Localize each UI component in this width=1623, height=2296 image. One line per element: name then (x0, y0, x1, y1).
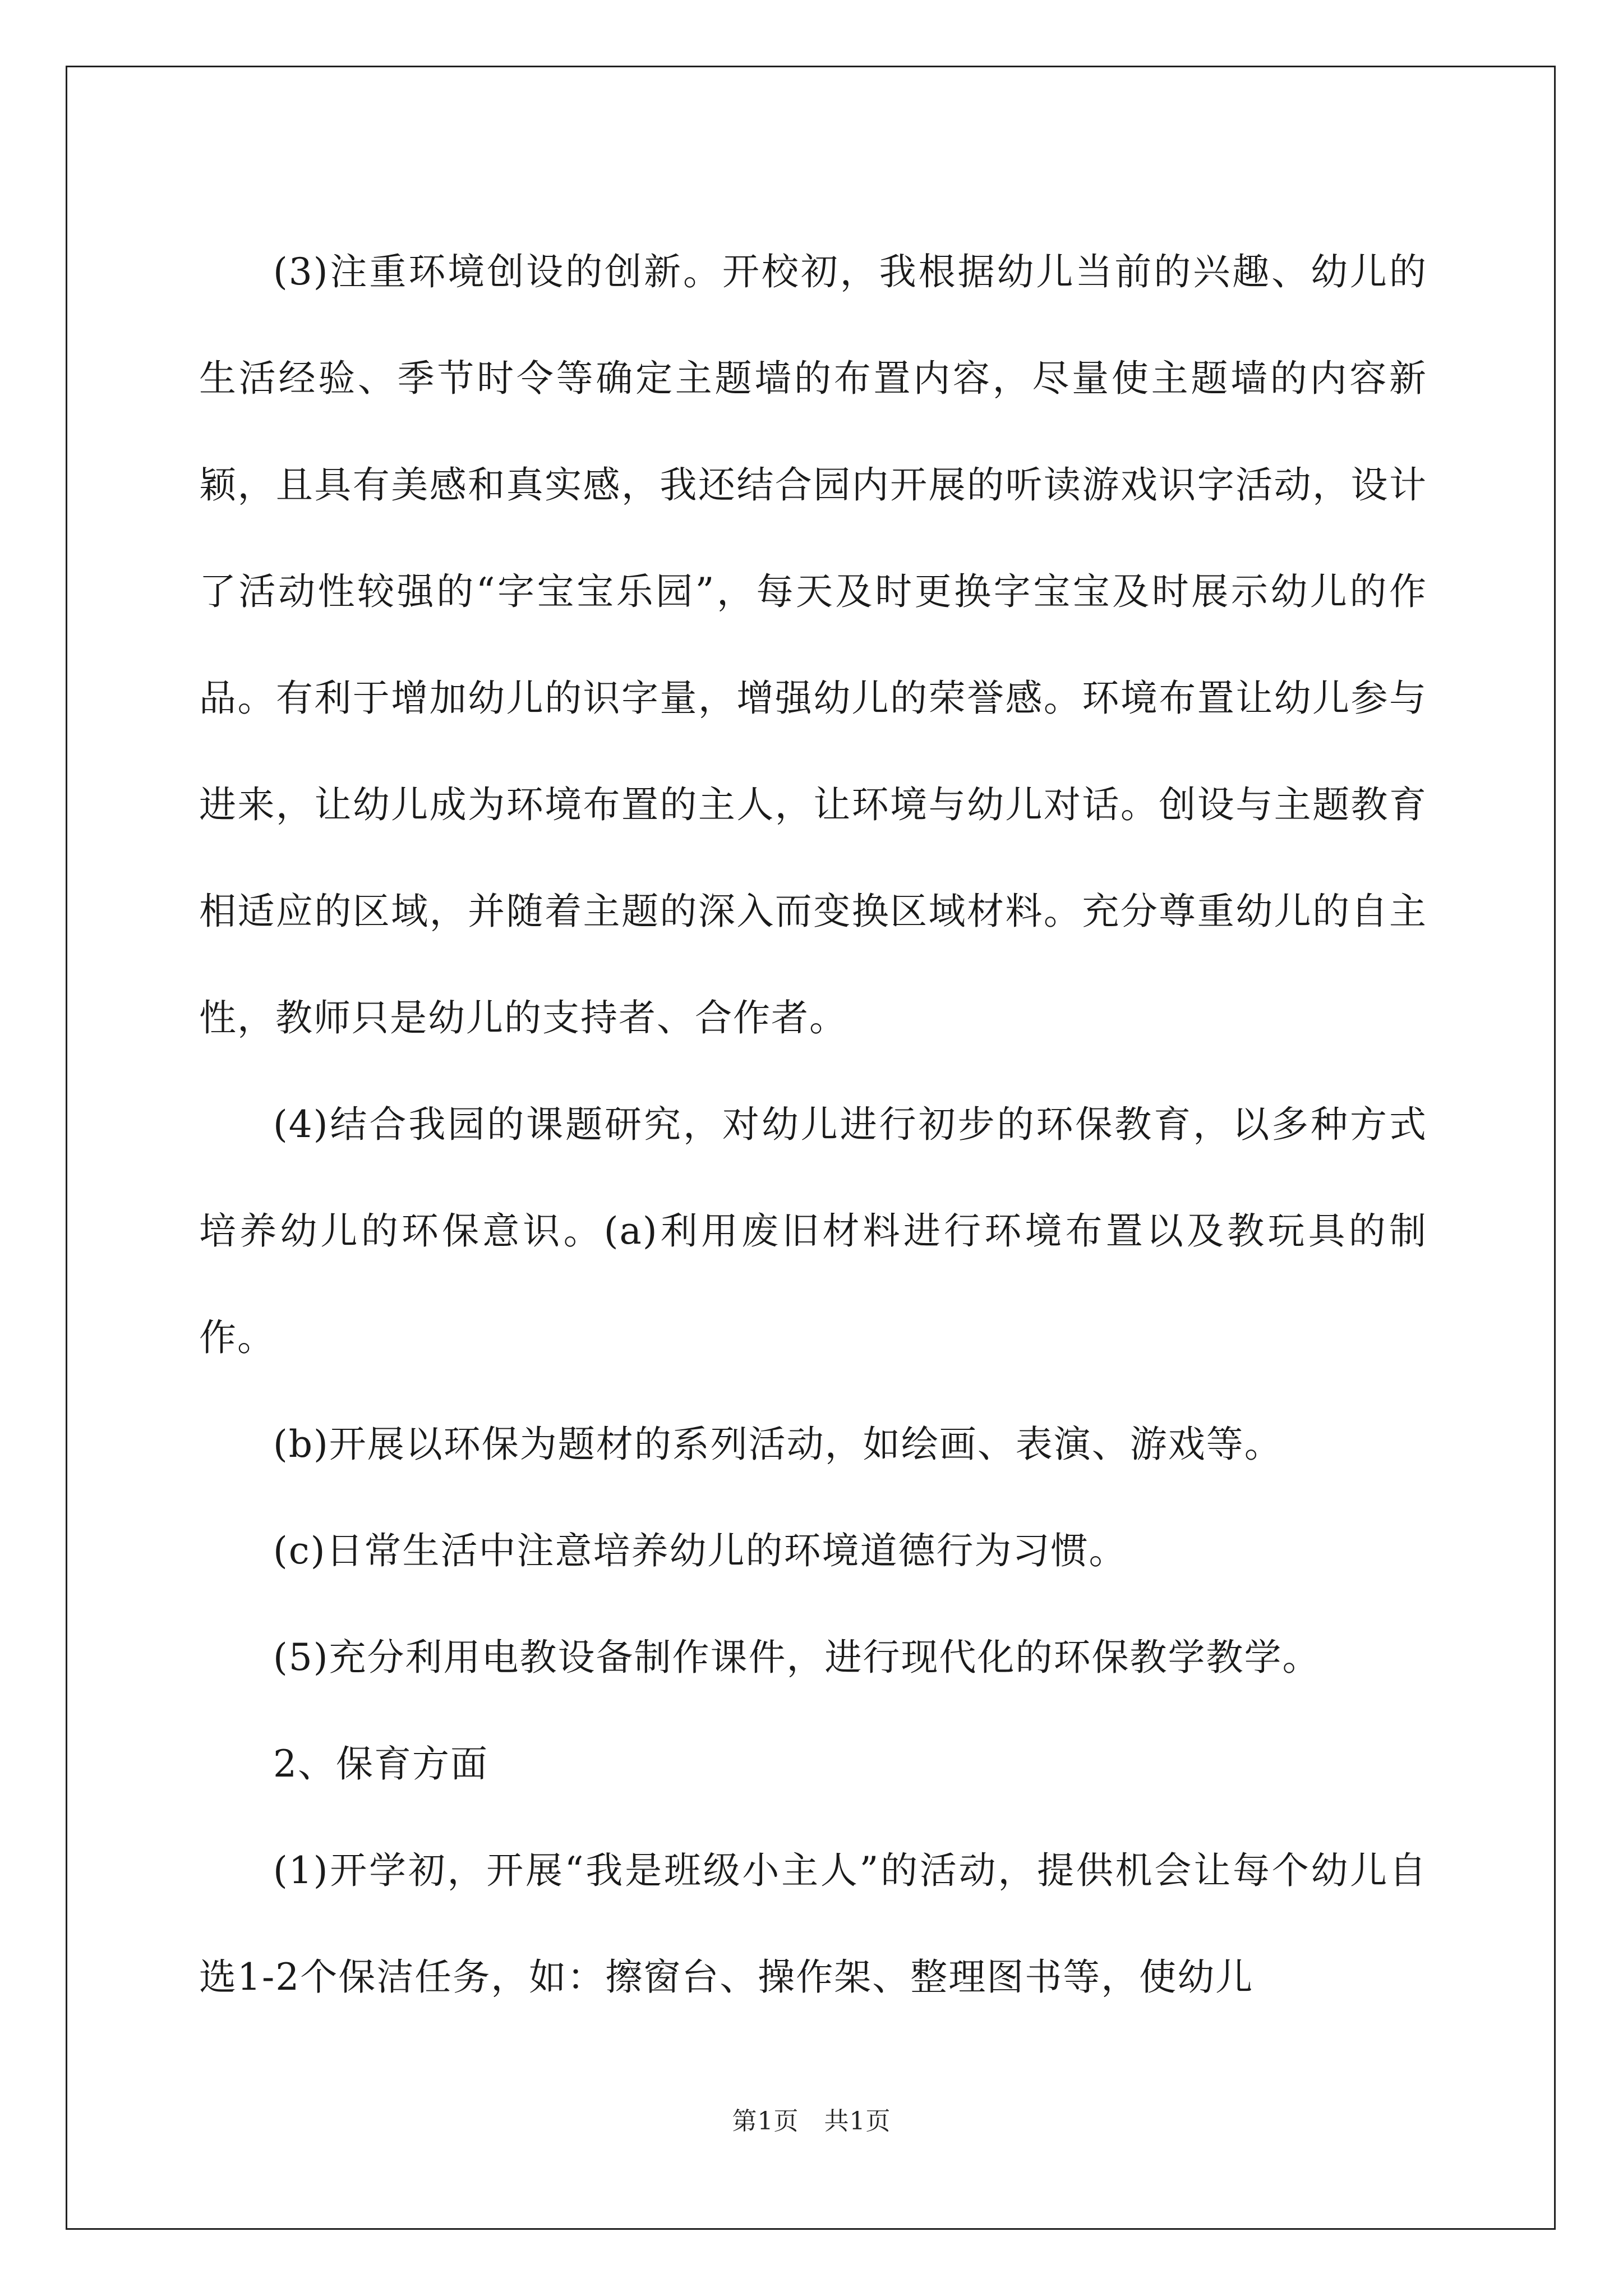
paragraph-class-owner-activity: (1)开学初，开展“我是班级小主人”的活动，提供机会让每个幼儿自选1-2个保洁任务，如：擦窗台、操作架、整理图书等，使幼儿 (199, 1849, 1427, 1999)
document-body (199, 219, 1427, 2031)
paragraph-environmental-activities: (b)开展以环保为题材的系列活动，如绘画、表演、游戏等。 (273, 1423, 1283, 1466)
section-heading-childcare: 2、保育方面 (273, 1742, 488, 1786)
paragraph-environmental-education: (4)结合我园的课题研究，对幼儿进行初步的环保教育，以多种方式培养幼儿的环保意识。(a)利用废旧材料进行环境布置以及教玩具的制作。 (199, 1103, 1427, 1359)
paragraph-daily-habits: (c)日常生活中注意培养幼儿的环境道德行为习惯。 (273, 1529, 1127, 1572)
paragraph-multimedia-teaching: (5)充分利用电教设备制作课件，进行现代化的环保教学教学。 (273, 1636, 1321, 1679)
paragraph-environment-innovation: (3)注重环境创设的创新。开校初，我根据幼儿当前的兴趣、幼儿的生活经验、季节时令等确定主题墙的布置内容，尽量使主题墙的内容新颖，且具有美感和真实感，我还结合园内开展的听读游戏识字活动，设计了活动性较强的“字宝宝乐园”，每天及时更换字宝宝及时展示幼儿的作品。有利于增加幼儿的识字量，增强幼儿的荣誉感。环境布置让幼儿参与进来，让幼儿成为环境布置的主人，让环境与幼儿对话。创设与主题教育相适应的区域，并随着主题的深入而变换区域材料。充分尊重幼儿的自主性，教师只是幼儿的支持者、合作者。 (199, 250, 1427, 1039)
page-number-footer: 第1页 共1页 (732, 2107, 891, 2136)
